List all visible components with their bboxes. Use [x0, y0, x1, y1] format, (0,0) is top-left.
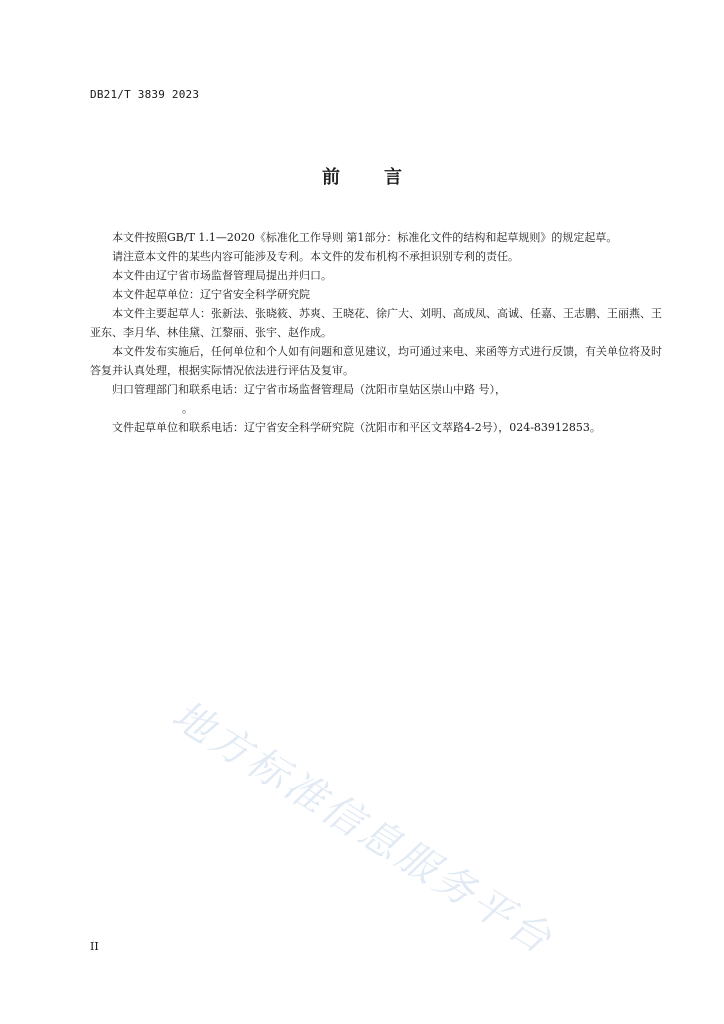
paragraph-authority-contact-cont: 。 [182, 402, 193, 415]
page-number: II [90, 940, 99, 953]
paragraph-drafter-contact: 文件起草单位和联系电话：辽宁省安全科学研究院（沈阳市和平区文萃路4-2号），024-83912853。 [112, 421, 601, 434]
document-code: DB21/T 3839 2023 [90, 88, 200, 101]
watermark: 地方标准信息服务平台 [163, 691, 562, 965]
page-title [0, 163, 724, 189]
paragraph-drafters: 本文件主要起草人：张新法、张晓筱、苏爽、王晓花、徐广大、刘明、高成凤、高诚、任嘉、王志鹏、王丽燕、王亚东、李月华、林佳黛、江黎丽、张宇、赵作成。 [90, 307, 662, 339]
paragraph-feedback: 本文件发布实施后，任何单位和个人如有问题和意见建议，均可通过来电、来函等方式进行反馈，有关单位将及时答复并认真处理，根据实际情况依法进行评估及复审。 [90, 345, 662, 377]
title-part-2: 言 [384, 167, 402, 188]
paragraph-drafting-unit: 本文件起草单位：辽宁省安全科学研究院 [112, 288, 310, 301]
paragraph-drafting-rules: 本文件按照GB/T 1.1—2020《标准化工作导则 第1部分：标准化文件的结构和起草规则》的规定起草。 [112, 231, 618, 244]
paragraph-patent-notice: 请注意本文件的某些内容可能涉及专利。本文件的发布机构不承担识别专利的责任。 [112, 250, 519, 263]
paragraph-authority-contact: 归口管理部门和联系电话：辽宁省市场监督管理局（沈阳市皇姑区崇山中路 号）， [112, 383, 506, 396]
foreword-body [90, 228, 662, 437]
paragraph-proposer: 本文件由辽宁省市场监督管理局提出并归口。 [112, 269, 332, 282]
title-part-1: 前 [322, 167, 340, 188]
